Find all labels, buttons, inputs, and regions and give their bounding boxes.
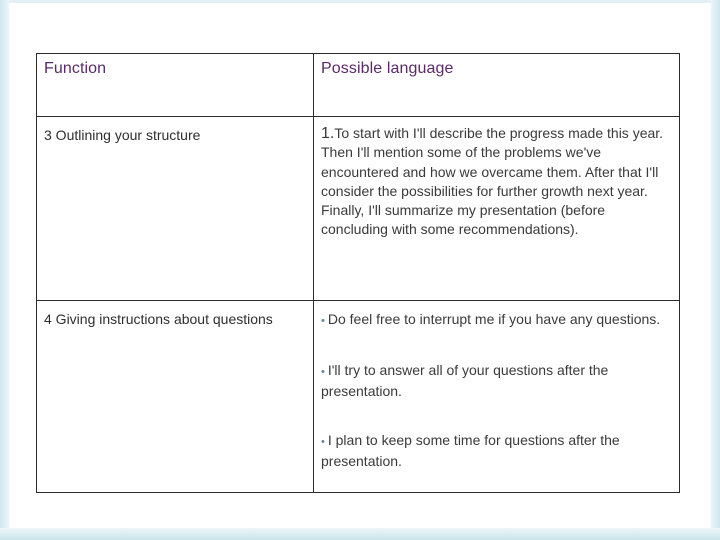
language-cell <box>314 117 680 301</box>
slide-frame-left <box>0 0 9 540</box>
table-row <box>37 117 680 301</box>
bullet-item <box>314 422 679 472</box>
list-number: 1. <box>321 125 335 142</box>
function-text: 4 Giving instructions about questions <box>44 311 273 327</box>
bullet-icon: • <box>321 435 325 448</box>
slide-frame-top <box>9 0 711 3</box>
bullet-icon: • <box>321 315 325 327</box>
function-text: 3 Outlining your structure <box>44 127 201 143</box>
slide-frame-right <box>711 0 720 540</box>
header-cell-language <box>314 54 680 117</box>
bullet-icon: • <box>321 365 325 378</box>
bullet-text: I plan to keep some time for questions after the presentation. <box>321 431 620 469</box>
slide-frame-bottom <box>0 528 720 540</box>
bullet-item <box>314 301 679 332</box>
header-language: Possible language <box>321 60 454 77</box>
bullet-item <box>314 352 679 402</box>
table-header-row <box>37 54 680 117</box>
function-cell <box>37 301 314 493</box>
language-paragraph <box>314 117 679 240</box>
table-row <box>37 301 680 493</box>
language-cell <box>314 301 680 493</box>
language-table <box>36 53 680 493</box>
bullet-text: Do feel free to interrupt me if you have any questions. <box>327 311 661 327</box>
header-cell-function <box>37 54 314 117</box>
language-text: To start with I'll describe the progress made this year. Then I'll mention some of the problems we've encountered and how we overcame them. After that I'll consider the possibilities for further growth next year. Finally, I'll summarize my presentation (before concluding with some recommendations). <box>321 125 664 238</box>
bullet-text: I'll try to answer all of your questions after the presentation. <box>321 361 609 399</box>
function-cell <box>37 117 314 301</box>
header-function: Function <box>44 60 107 77</box>
